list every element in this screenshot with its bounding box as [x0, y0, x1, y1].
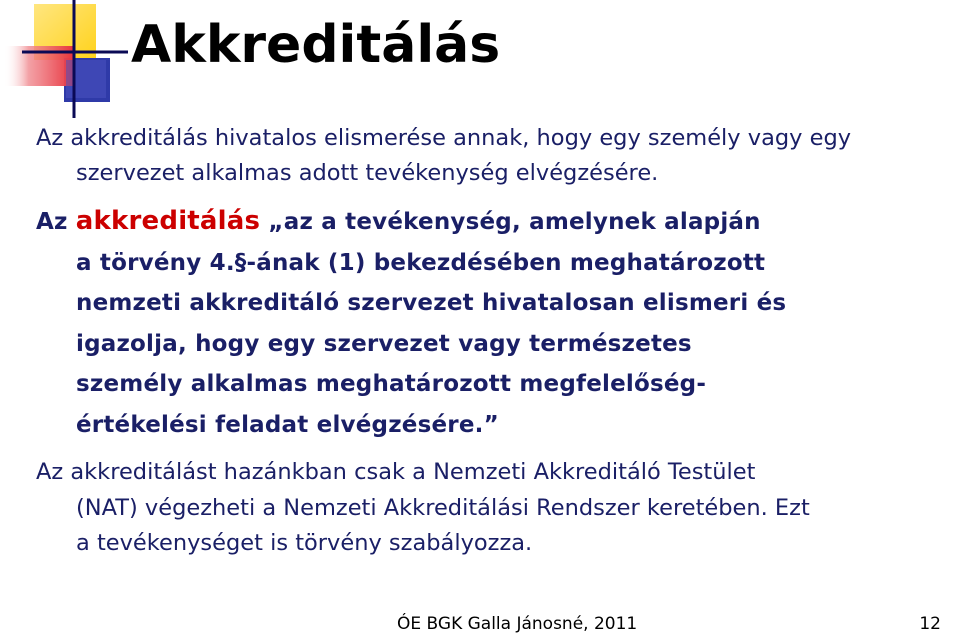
legal-definition-paragraph: [36, 201, 946, 445]
definition-line-1: Az akkreditálás hivatalos elismerése annak, hogy egy személy vagy egy: [36, 125, 852, 151]
nat-paragraph: [36, 455, 956, 562]
legal-prefix: Az: [36, 209, 76, 235]
legal-definition-line-3: nemzeti akkreditáló szervezet hivatalosan elismeri és: [76, 290, 787, 316]
keyword-akkreditalas: akkreditálás: [75, 206, 261, 236]
decorative-logo-squares: [0, 0, 130, 120]
legal-definition-line-2: a törvény 4.§-ának (1) bekezdésében meghatározott: [76, 249, 766, 276]
nat-line-2: (NAT) végezheti a Nemzeti Akkreditálási Rendszer keretében. Ezt: [76, 494, 810, 521]
legal-definition-line-6: értékelési feladat elvégzésére.”: [76, 411, 499, 438]
slide-footer: [0, 614, 960, 638]
nat-line-3: a tevékenységet is törvény szabályozza.: [76, 530, 533, 556]
footer-author: ÓE BGK Galla Jánosné, 2011: [397, 614, 638, 634]
slide-title: Akkreditálás: [131, 15, 501, 75]
page-number: 12: [919, 614, 941, 634]
definition-line-2: szervezet alkalmas adott tevékenység elvégzésére.: [76, 160, 659, 186]
legal-line-1-rest: „az a tevékenység, amelynek alapján: [260, 209, 761, 235]
nat-line-1: Az akkreditálást hazánkban csak a Nemzeti Akkreditáló Testület: [36, 459, 756, 485]
legal-definition-line-4: igazolja, hogy egy szervezet vagy természetes: [76, 330, 692, 357]
legal-definition-line-1: [36, 201, 946, 243]
definition-paragraph: [36, 121, 936, 191]
legal-definition-line-5: személy alkalmas meghatározott megfelelőség-: [76, 371, 707, 397]
